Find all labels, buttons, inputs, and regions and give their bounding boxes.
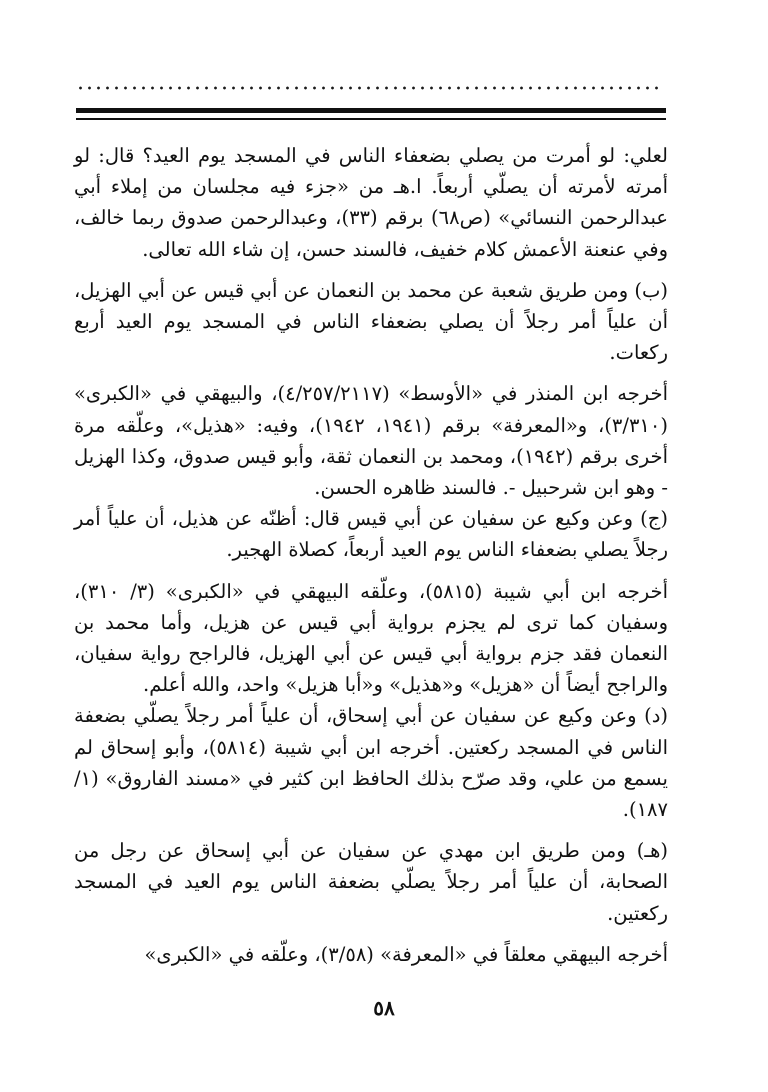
page-number: ٥٨ bbox=[373, 996, 395, 1020]
header-rule-thick bbox=[76, 108, 666, 113]
paragraph-takhrij-e: أخرجه البيهقي معلقاً في «المعرفة» (٣/٥٨)، وعلّقه في «الكبرى» bbox=[144, 942, 668, 966]
paragraph-takhrij-c: أخرجه ابن أبي شيبة (٥٨١٥)، وعلّقه البيهقي في «الكبرى» (٣/ ٣١٠)، وسفيان كما ترى لم يجزم برواية أبي قيس عن هزيل، وأما محمد بن النعمان فقد جزم برواية أبي قيس عن أبي الهزيل، فالراجح رواية سفيان، والراجح أيضاً أن «هزيل» و«هذيل» و«أبا هزيل» واحد، والله أعلم. bbox=[74, 579, 668, 697]
dotted-header-line bbox=[76, 82, 664, 94]
paragraph-narration-b: (ب) ومن طريق شعبة عن محمد بن النعمان عن أبي قيس عن أبي الهزيل، أن علياً أمر رجلاً أن يصلي بضعفاء الناس في المسجد يوم العيد أربع ركعات. bbox=[74, 278, 668, 365]
paragraph-continuation: لعلي: لو أمرت من يصلي بضعفاء الناس في المسجد يوم العيد؟ قال: لو أمرته لأمرته أن يصلّي أربعاً. ا.هـ من «جزء فيه مجلسان من إملاء أبي عبدالرحمن النسائي» (ص٦٨) برقم (٣٣)، وعبدالرحمن صدوق ربما خالف، وفي عنعنة الأعمش كلام خفيف، فالسند حسن، إن شاء الله تعالى. bbox=[74, 144, 668, 261]
paragraph-narration-e: (هـ) ومن طريق ابن مهدي عن سفيان عن أبي إسحاق عن رجل من الصحابة، أن علياً أمر رجلاً يصلّي بضعفة الناس يوم العيد في المسجد ركعتين. bbox=[74, 839, 668, 925]
paragraph-narration-d: (د) وعن وكيع عن سفيان عن أبي إسحاق، أن علياً أمر رجلاً يصلّي بضعفة الناس في المسجد ركعتين. أخرجه ابن أبي شيبة (٥٨١٤)، وأبو إسحاق لم يسمع من علي، وقد صرّح بذلك الحافظ ابن كثير في «مسند الفاروق» (١/ ١٨٧). bbox=[74, 704, 668, 822]
paragraph-takhrij-b: أخرجه ابن المنذر في «الأوسط» (٤/٢٥٧/٢١١٧)، والبيهقي في «الكبرى» (٣/٣١٠)، و«المعرفة» برقم (١٩٤١، ١٩٤٢)، وفيه: «هذيل»، وعلّقه مرة أخرى برقم (١٩٤٢)، ومحمد بن النعمان ثقة، وأبو قيس صدوق، وكذا الهزيل - وهو ابن شرحبيل -. فالسند ظاهره الحسن. bbox=[74, 382, 668, 500]
page-body bbox=[74, 140, 668, 970]
header-rule-thin bbox=[76, 118, 666, 120]
paragraph-narration-c: (ج) وعن وكيع عن سفيان عن أبي قيس قال: أظنّه عن هذيل، أن علياً أمر رجلاً يصلي بضعفاء الناس يوم العيد أربعاً، كصلاة الهجير. bbox=[74, 507, 668, 562]
